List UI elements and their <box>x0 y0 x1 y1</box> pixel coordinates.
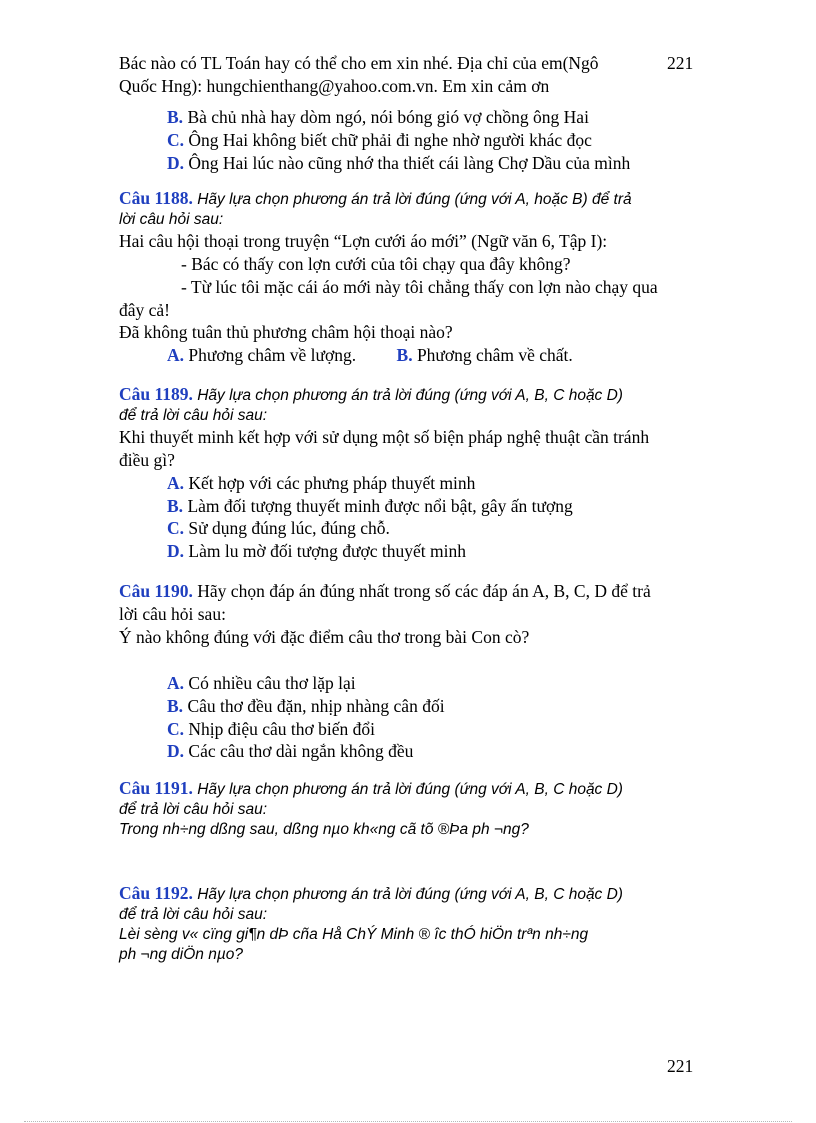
question-1191 <box>119 777 695 840</box>
option-text: Làm đối tượng thuyết minh được nổi bật, gây ấn tượng <box>187 495 573 516</box>
option-letter: D. <box>167 741 185 762</box>
dialog-line-2: - Từ lúc tôi mặc cái áo mới này tôi chẳng thấy con lợn nào chạy qua <box>181 276 658 297</box>
question-text-cont: ph ¬ng diÖn nµo? <box>119 946 243 964</box>
option-c <box>119 129 695 152</box>
option-letter: C. <box>167 518 185 539</box>
question-text: Trong nh÷ng dßng sau, dßng nµo kh«ng cã tõ ®Þa ph ¬ng? <box>119 821 529 839</box>
header-line-2: Quốc Hng): hungchienthang@yahoo.com.vn. Em xin cảm ơn <box>119 76 550 96</box>
page-header <box>119 52 639 98</box>
question-instruction: Hãy chọn đáp án đúng nhất trong số các đáp án A, B, C, D để trả <box>192 581 651 601</box>
option-b <box>119 695 695 718</box>
option-letter: A. <box>167 673 185 693</box>
option-c <box>119 718 695 741</box>
option-d <box>119 540 695 563</box>
question-text: Ý nào không đúng với đặc điểm câu thơ trong bài Con cò? <box>119 626 530 647</box>
option-text: Sử dụng đúng lúc, đúng chỗ. <box>188 518 390 539</box>
question-instruction-cont: để trả lời câu hỏi sau: <box>119 407 268 425</box>
dialog-line-1: - Bác có thấy con lợn cưới của tôi chạy qua đây không? <box>181 254 571 275</box>
option-letter: B. <box>167 107 184 127</box>
question-instruction-cont: lời câu hỏi sau: <box>119 603 226 624</box>
page-bottom-divider <box>24 1121 792 1122</box>
option-letter: B. <box>167 695 184 716</box>
header-line-1: Bác nào có TL Toán hay có thể cho em xin nhé. Địa chỉ của em(Ngô <box>119 53 599 73</box>
header-page-number: 221 <box>667 53 694 73</box>
option-letter: D. <box>167 541 185 562</box>
question-instruction-cont: để trả lời câu hỏi sau: <box>119 906 268 924</box>
option-c <box>119 517 695 540</box>
option-text: Các câu thơ dài ngắn không đều <box>188 741 414 762</box>
option-text: Ông Hai không biết chữ phải đi nghe nhờ người khác đọc <box>188 129 592 150</box>
question-1188 <box>119 187 695 367</box>
option-text: Bà chủ nhà hay dòm ngó, nói bóng gió vợ chồng ông Hai <box>187 107 589 127</box>
option-letter: A. <box>167 345 185 366</box>
option-letter: B. <box>396 345 413 366</box>
footer-page-number: 221 <box>667 1056 694 1076</box>
option-text: Kết hợp với các phưng pháp thuyết minh <box>188 472 476 493</box>
option-b <box>119 495 695 518</box>
option-text: Phương châm về lượng. <box>184 345 357 366</box>
question-instruction: Hãy lựa chọn phương án trả lời đúng (ứng với A, B, C hoặc D) <box>192 387 623 404</box>
question-1192 <box>119 882 695 966</box>
option-text: Nhịp điệu câu thơ biến đổi <box>188 718 376 739</box>
option-text: Có nhiều câu thơ lặp lại <box>188 673 356 693</box>
question-text: Đã không tuân thủ phương châm hội thoại nào? <box>119 322 453 343</box>
question-instruction: Hãy lựa chọn phương án trả lời đúng (ứng với A, B, C hoặc D) <box>192 781 623 798</box>
question-instruction-cont: lời câu hỏi sau: <box>119 211 224 229</box>
option-b <box>119 106 695 129</box>
question-label: Câu 1189. <box>119 384 193 404</box>
option-letter: A. <box>167 472 185 493</box>
question-label: Câu 1191. <box>119 778 193 798</box>
question-label: Câu 1190. <box>119 581 193 601</box>
option-letter: C. <box>167 129 185 150</box>
question-label: Câu 1188. <box>119 188 193 208</box>
option-letter: D. <box>167 152 185 173</box>
option-row <box>119 344 695 367</box>
question-text: Lèi sèng v« cïng gi¶n dÞ cña Hå ChÝ Minh ® îc thÓ hiÖn trªn nh÷ng <box>119 926 589 944</box>
question-text-cont: điều gì? <box>119 450 175 471</box>
option-a <box>119 672 695 695</box>
question-1189 <box>119 383 695 563</box>
option-text: Làm lu mờ đối tượng được thuyết minh <box>188 541 466 562</box>
option-text: Ông Hai lúc nào cũng nhớ tha thiết cái làng Chợ Dầu của mình <box>188 152 631 173</box>
question-instruction: Hãy lựa chọn phương án trả lời đúng (ứng với A, hoặc B) để trả <box>192 191 632 208</box>
dialog-line-2-cont: đây cả! <box>119 299 171 320</box>
option-letter: B. <box>167 495 184 516</box>
question-1190 <box>119 580 695 648</box>
option-a <box>119 472 695 495</box>
option-d <box>119 152 695 175</box>
question-intro: Hai câu hội thoại trong truyện “Lợn cưới áo mới” (Ngữ văn 6, Tập I): <box>119 231 608 252</box>
question-1190-options <box>119 672 695 763</box>
option-d <box>119 740 695 763</box>
option-text: Phương châm về chất. <box>412 345 573 366</box>
question-label: Câu 1192. <box>119 883 193 903</box>
option-text: Câu thơ đều đặn, nhịp nhàng cân đối <box>187 695 445 716</box>
prev-question-options <box>119 106 695 174</box>
question-instruction-cont: để trả lời câu hỏi sau: <box>119 801 268 819</box>
option-letter: C. <box>167 718 185 739</box>
question-text: Khi thuyết minh kết hợp với sử dụng một số biện pháp nghệ thuật cần tránh <box>119 427 650 448</box>
question-instruction: Hãy lựa chọn phương án trả lời đúng (ứng với A, B, C hoặc D) <box>192 886 623 903</box>
